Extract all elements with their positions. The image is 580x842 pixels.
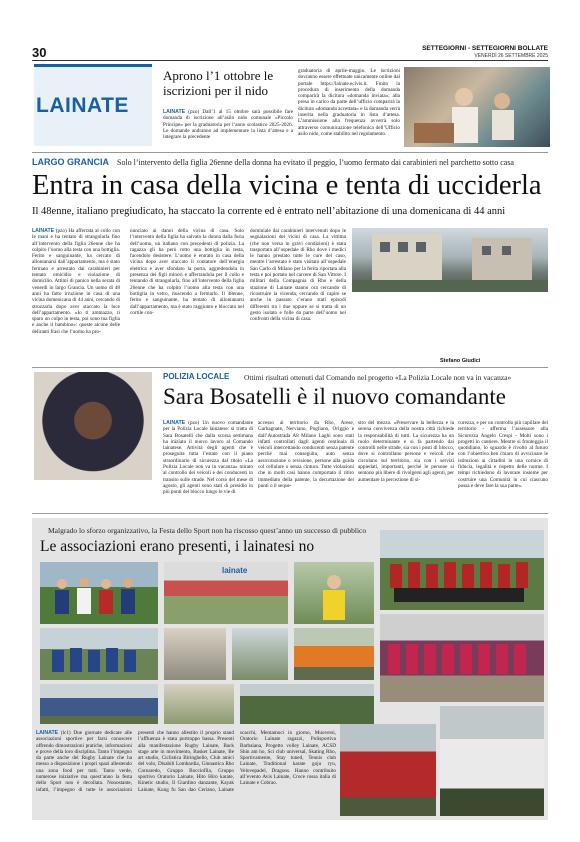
bosatelli-column-2: accesso al territorio da Rho, Arese, Garbagnate, Nerviano, Pogliano, Origgio e dall’Autostrada A8 Milano Laghi sono stati infatti controllati dagli agenti centinaia di veicoli intercettando conducenti senza patente perché mai conseguita, auto senza assicurazione o revisione, persone alla guida col cellulare o senza cintura. Tutte violazioni che in molti casi hanno comportato il ritiro immediato della patente, la decurtazione dei punti o il seque- [258, 420, 354, 489]
vicina-photo-art [352, 228, 548, 292]
header-rule [32, 60, 548, 61]
nido-headline: Aprono l’1 ottobre le iscrizioni per il nido [163, 68, 274, 98]
festa-photo-group [40, 628, 158, 680]
festa-photo-kid [294, 562, 374, 624]
festa-lead: LAINATE [36, 730, 59, 736]
vicina-column-3: dominiale dai carabinieri intervenuti dopo le segnalazioni dei vicini di casa. La vittima (che non versa in gravi condizioni) è stata trasportata all’ospedale di Rho dove i medici le hanno prestato tutte le cure del caso, mentre l’arrestato è stato visitato all’ospedale San Carlo di Milano per la ferita riportata alla testa e poi portato nel carcere di San Vittore. I militari della Compagnia di Rho e della stazione di Lainate stanno ora cercando di ricostruire la vicenda, cercando di capire se anche in passato c’erano stati episodi differenti tra i due oppure se si tratta di un gesto isolato e folle da parte dell’uomo nei confronti della vicina di casa. [250, 228, 346, 323]
festa-photo-rugby-art [40, 562, 158, 624]
festa-kicker: Malgrado lo sforzo organizzativo, la Festa dello Sport non ha riscosso quest’anno un successo di pubblico [48, 526, 367, 535]
nido-lead: LAINATE [163, 109, 186, 115]
festa-photo-red-shirts [340, 724, 436, 816]
festa-photo-orange [294, 628, 374, 680]
festa-photo-kids [240, 684, 374, 724]
vicina-lead: LAINATE [32, 228, 55, 234]
bosatelli-kicker: POLIZIA LOCALE [163, 372, 230, 381]
nido-photo [404, 67, 550, 147]
town-banner: LAINATE [36, 94, 129, 117]
festa-photo-rugby [40, 562, 158, 624]
nido-photo-art [404, 67, 550, 147]
festa-photo-volunteers [40, 684, 158, 724]
vicina-column-2: nunciato ai danni della vicina di casa. Solo l’intervento della figlia ha salvato la donna dalla furia dell’uomo, un italiano con precedenti di polizia. La ragazza gli ha però rotto una bottiglia in testa, facendolo desistere. L’uomo è entrato in casa della vicina dopo aver staccato il contatore dell’energia elettrica e aver sfondato la porta, aggredendola in presenza dei figli minori e afferrandola per il collo e tentando di strangolarla, fino all’intervento della figlia 26enne che ha colpito l’uomo alla testa con una bottiglia in vetro, riuscendo a fermarlo. Il 48enne, ferito e sanguinante, ha tentato di allontanarsi dall’appartamento, ma è stato raggiunto e bloccato nel cortile con- [130, 228, 244, 316]
vicina-headline: Entra in casa della vicina e tenta di ucciderla [32, 170, 542, 201]
bosatelli-headline: Sara Bosatelli è il nuovo comandante [163, 384, 506, 409]
vicina-author: Stefano Giudici [440, 358, 481, 364]
nido-column-1: LAINATE (pzo) Dall’1 al 15 ottobre sarà possibile fare domanda di iscrizione all’asilo nido comunale «Piccolo Principe» per la graduatoria per l’anno scolastico 2025-2026. Le domande andranno ad implementare la lista d’attesa e a integrare la precedente [163, 109, 293, 141]
page-number: 30 [32, 45, 47, 60]
festa-body: LAINATE (lc1) Due giornate dedicate alle associazioni sportive per farsi conoscere offrendo dimostrazioni pratiche, informazioni e prove della loro disciplina. Tanto l’impegno da parte anche del Rugby Lainate che ha messo a disposizione i propri spazi allestendo una zona food per tutti. Tanto verde, numerose iniziative ma quest’anno la festa dello Sport non è decollata. Nonostante, infatti, l’impegno di tutte le associazioni presenti che hanno allestito il proprio stand l’affluenza è stata purtroppo bassa. Presenti alla manifestazione Rugby Lainate, Back stage arte in movimento, Basket Lainate, Be art studio, Ciclistica Biringhello, Club amici del volo, Disabili Lombardia, Ginnastica Rho Cornaredo, Gruppo Bocciofila, Gruppo sportivo Oratorio Lainate, Hito Hiro karate, Kinetic studio, Il Giardino danzante, Kayak Lainate, Kung fu San dao Ceriano, Lainate scacchi, Mentamoci in giorno, Muoversi, Oratorio Lainate ragazzi, Polisportiva Barbaiana, Progetto volley Lainate, ACSD Shin am ho, Sci club universal, Skating Rho, Sportivamente, Stay tuned, Tennis club Lainate, Traditional karate goju ryu, Velovepadel, Dragons. Hanno contribuito all’evento Avis Lainate, Croce rossa italia di Lainate e Cobrao. [36, 730, 336, 793]
festa-headline: Le associazioni erano presenti, i lainatesi no [40, 538, 315, 555]
vicina-column-1: LAINATE (pzo) Ha afferrata al collo con le mani e ha tentato di strangolarla fino all’intervento della figlia 26enne che ha colpito l’uomo alla testa con una bottiglia. Ferito e sanguinante, ha cercato di allontanarsi dall’appartamento, ma è stato fermato e arrestato dai carabinieri per tentato omicidio e violazione di domicilio. Attimi di panico nella serata di venerdì in largo Grancia. Un uomo di 48 anni ha fatto irruzione in casa di una vicina domenicana di 44 anni, cercando di strozzarla dopo aver staccato la luce dell’appartamento. «Io ti ammazzo, ti sparo un colpo in testa, poi sono tua figlia e anche il bambino»: queste alcune delle deliranti frasi che l’uomo ha pro- [32, 228, 120, 335]
festa-photo-dancers [380, 614, 544, 702]
publication-name: SETTEGIORNI - SETTEGIORNI BOLLATE [422, 45, 548, 52]
festa-photo-team-top-art [380, 530, 544, 610]
bosatelli-column-1: LAINATE (pzo) Un nuovo comandante per la Polizia Locale lainatese: si tratta di Sara Bosatelli che dalla scorsa settimana ha iniziato il nuovo lavoro al Comando lainatese. Attività degli agenti che è proseguita tutta l’estate con il piano straordinario di sicurezza dal titolo «La Polizia Locale non va in vacanza» mirato al controllo dei veicoli e dei conducenti in transito sulle strade. Nel corso del mese di agosto, gli agenti sono stati di presidio in più punti del blocco lungo le vie di [163, 420, 253, 496]
festa-photo-dancers-art [380, 614, 544, 702]
festa-photo-white-shirts [440, 706, 544, 816]
vicina-kicker: LARGO GRANCIA [32, 157, 109, 167]
section-rule-1 [32, 152, 548, 153]
bosatelli-kicker-text: Ottimi risultati ottenuti dal Comando nel progetto «La Polizia Locale non va in vacanza» [244, 373, 512, 382]
vicina-subtitle: Il 48enne, italiano pregiudicato, ha staccato la corrente ed è entrato nell’abitazione di una domenicana di 44 anni [32, 206, 506, 217]
festa-photo-team-top [380, 530, 544, 610]
bosatelli-column-3: stro del mezzo. «Preservare la bellezza e la serena convivenza della nostra città richiede la responsabilità di tutti. La sicurezza ha un ruolo determinante e si fa partendo dai controlli nelle strade, sia con i posti di blocco, dove si controllano persone e veicoli che circolano sul territorio, sia con i servizi appiedati, importanti, perché le persone si sentono più libere di rivolgersi agli agenti, per aumentare la percezione di si- [358, 420, 454, 483]
festa-photo-stand [164, 562, 288, 624]
bosatelli-column-4: curezza, e per un controllo più capillare del territorio - afferma l’assessore alla Sicurezza Angelo Crespi - Molti sono i progetti in cantiere. Mentre si fronteggia il quotidiano, lo sguardo è rivolto al futuro con l’obiettivo ben chiaro di avvicinare le istituzioni ai cittadini in una cornice di fiducia, legalità e rispetto delle norme. I tempi richiedono di lavorare insieme per costruire una Comunità in cui ciascuno possa e deve fare la sua parte». [458, 420, 548, 489]
festa-photo-group-art [40, 628, 158, 680]
section-rule-3 [32, 513, 548, 514]
vicina-kicker-text: Solo l’intervento della figlia 26enne della donna ha evitato il peggio, l’uomo fermato dai carabinieri nel parchetto sotto casa [117, 158, 514, 167]
issue-date: VENERDÌ 26 SETTEMBRE 2025 [474, 53, 548, 59]
vicina-photo [352, 228, 548, 292]
festa-photo-disabili [164, 628, 226, 680]
bosatelli-lead: LAINATE [163, 420, 186, 426]
festa-photo-games [164, 684, 234, 724]
bosatelli-portrait [34, 372, 152, 480]
festa-stand-banner: lainate [222, 566, 248, 575]
nido-column-2: graduatoria di aprile-maggio. Le iscrizioni dovranno essere effettuate unicamente online dal portale https://lainate.ecivis.it. Finito la procedura di inserimento della domanda comparirà la dicitura «domanda inviata»; alla presa in carico da parte dell’ufficio comparirà la dicitura «domanda accettata» e la domanda verrà inserita nella graduatoria in lista d’attesa. L’ammissione alla frequenza avverrà solo attraverso comunicazione telefonica dell’Ufficio asilo nido, come stabilito nel regolamento. [298, 68, 400, 137]
festa-photo-kid-art [294, 562, 374, 624]
festa-photo-volo [232, 628, 288, 680]
section-rule-2 [32, 367, 548, 368]
